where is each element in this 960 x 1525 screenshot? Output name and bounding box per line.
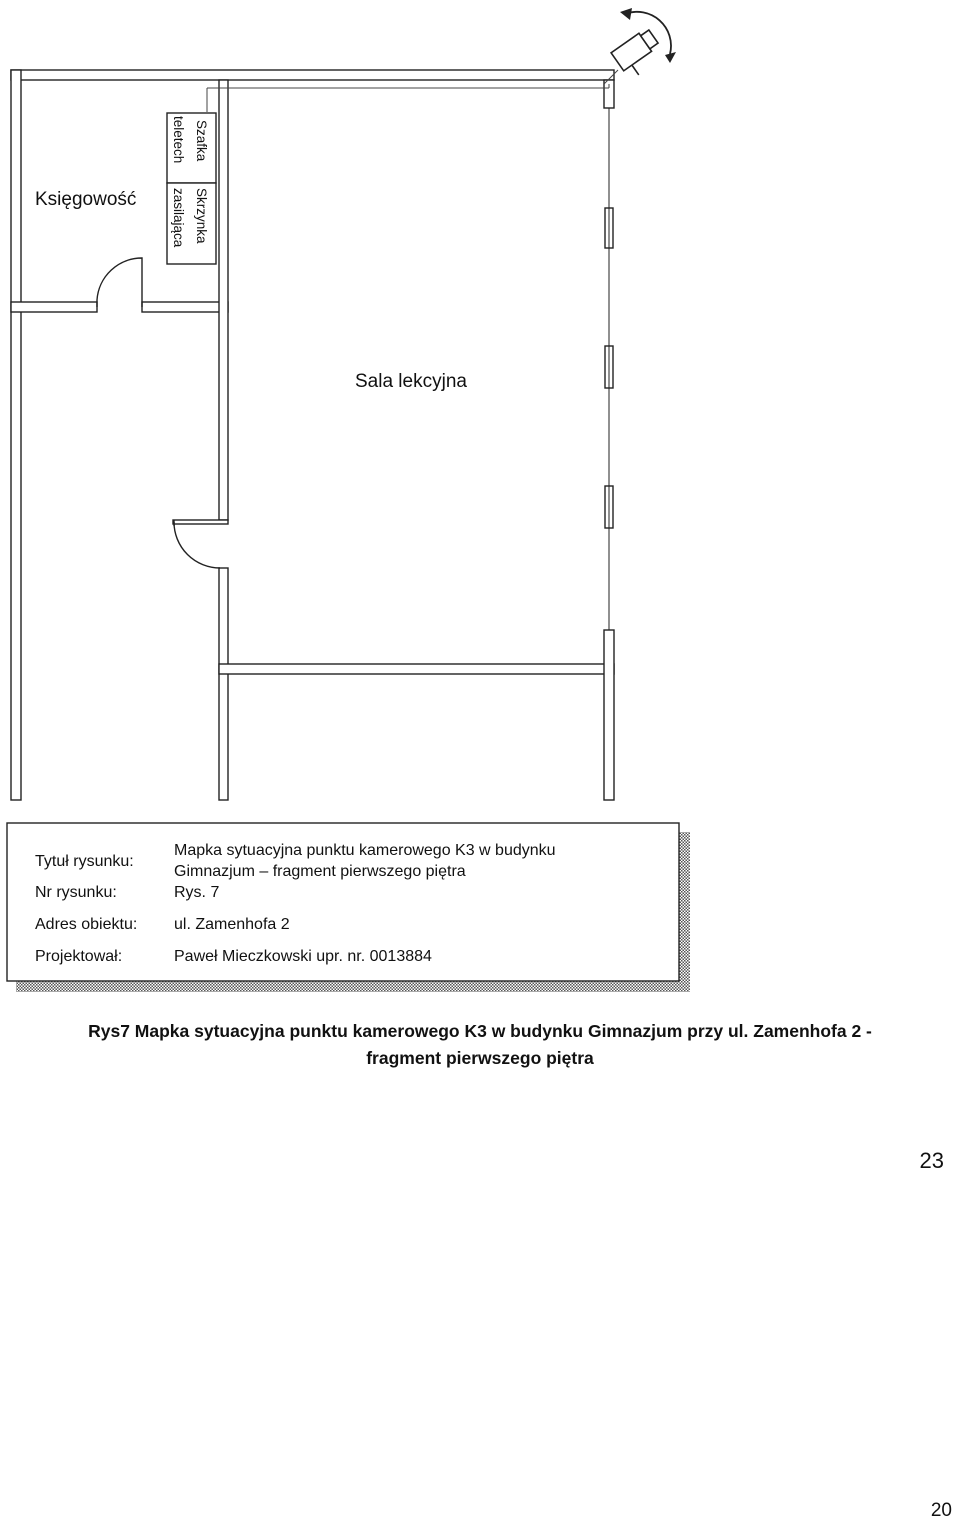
telecom-cabinet-label-2: teletech (171, 116, 186, 164)
door-swing-accounting (97, 258, 142, 307)
room-label-classroom: Sala lekcyjna (355, 371, 467, 392)
wall-accounting-bottom-a (11, 302, 97, 312)
page-number-inner: 23 (919, 1148, 944, 1173)
address-value: ul. Zamenhofa 2 (174, 916, 290, 933)
wall-partition-lower (219, 568, 228, 800)
address-label: Adres obiektu: (35, 916, 138, 933)
title-block-shadow-right (679, 832, 690, 992)
page-number-outer: 20 (930, 1500, 952, 1521)
wall-partition-upper (219, 80, 228, 520)
figure-caption (0, 1018, 960, 1072)
number-value: Rys. 7 (174, 884, 220, 901)
power-box-label-2: zasilająca (171, 188, 186, 248)
wall-classroom-bottom (219, 664, 614, 674)
figure-caption-line1: Rys7 Mapka sytuacyjna punktu kamerowego K3 w budynku Gimnazjum przy ul. Zamenhofa 2 - (88, 1021, 872, 1041)
designer-label: Projektował: (35, 948, 123, 965)
wall-top (11, 70, 614, 80)
power-box-label-1: Skrzynka (194, 188, 209, 244)
cable-route (207, 84, 609, 112)
wall-accounting-bottom-b (142, 302, 228, 312)
door-swing-classroom (174, 522, 220, 568)
wall-left (11, 70, 21, 800)
title-value-line2: Gimnazjum – fragment pierwszego piętra (174, 863, 466, 880)
number-label: Nr rysunku: (35, 884, 117, 901)
designer-value: Paweł Mieczkowski upr. nr. 0013884 (174, 948, 432, 965)
room-label-accounting: Księgowość (35, 189, 137, 210)
telecom-cabinet-label-1: Szafka (194, 120, 209, 162)
door-stub (173, 520, 228, 524)
title-value-line1: Mapka sytuacyjna punktu kamerowego K3 w budynku (174, 842, 556, 859)
cctv-camera-icon (611, 28, 667, 81)
title-block-shadow-bottom (16, 981, 690, 992)
figure-caption-line2: fragment pierwszego piętra (366, 1048, 594, 1068)
title-label: Tytuł rysunku: (35, 853, 134, 870)
wall-right-lower (604, 630, 614, 800)
